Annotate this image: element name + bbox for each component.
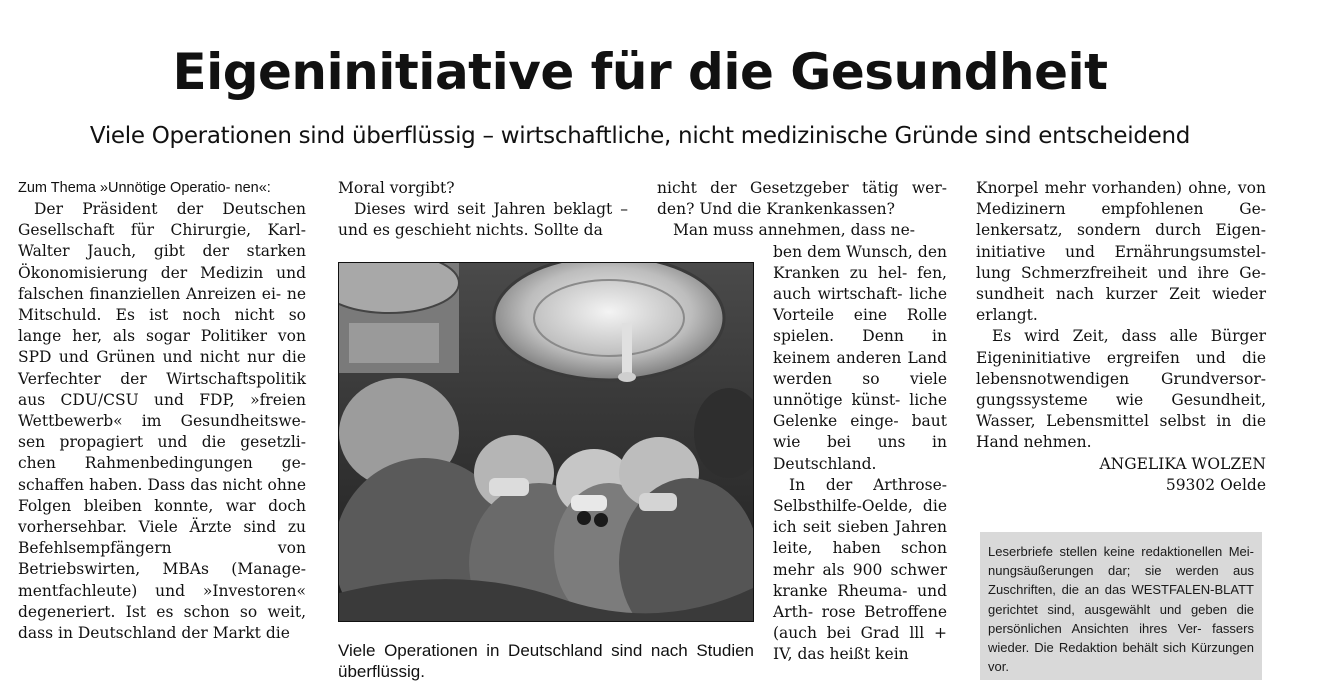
author-name: ANGELIKA WOLZEN [1099, 454, 1266, 473]
paragraph: ben dem Wunsch, den Kranken zu hel- fen, auch wirtschaft- liche Vorteile eine Rolle spielen. Denn in keinem anderen Land werden so viele unnötige künst- liche Gelenke einge- baut wie bei uns in Deutschland. [773, 242, 947, 473]
column-2 [338, 178, 628, 242]
column-1 [18, 178, 306, 644]
paragraph: Der Präsident der Deutschen Gesellschaft für Chirurgie, Karl-Walter Jauch, gibt der starken Ökonomisierung der Medizin und falschen finanziellen Anreizen ei- ne Mitschuld. Es ist noch nicht so lange her, als sogar Politiker von SPD und Grünen und nicht nur die Verfechter der Wirtschaftspolitik aus CDU/CSU und FDP, »freien Wettbewerb« im Gesundheitswe- sen propagiert und die gesetzli- chen Rahmenbedingungen ge- schaffen haben. Dass das nicht ohne Folgen bleiben konnte, war doch vorhersehbar. Viele Ärzte sind zu Befehlsempfängern von Betriebswirten, MBAs (Manage- mentfachleute) und »Investoren« degeneriert. Ist es schon so weit, dass in Deutschland der Markt die [18, 200, 306, 643]
editorial-notice: Leserbriefe stellen keine redaktionellen Mei- nungsäußerungen dar; sie werden aus Zuschriften, die an das WESTFALEN-BLATT gerichtet sind, ausgewählt und geben die persönlichen Ansichten ihres Ver- fassers wieder. Die Redaktion behält sich Kürzungen vor. [980, 532, 1262, 680]
topic-line: Zum Thema »Unnötige Operatio- nen«: [18, 180, 271, 196]
paragraph: Moral vorgibt? [338, 179, 455, 197]
column-3 [657, 178, 947, 666]
headline: Eigeninitiative für die Gesundheit [172, 43, 1108, 101]
column-4 [976, 178, 1266, 496]
photo-caption: Viele Operationen in Deutschland sind nach Studien überflüssig. [338, 641, 754, 681]
author-location: 59302 Oelde [1165, 475, 1266, 494]
paragraph: Knorpel mehr vorhanden) ohne, von Medizinern empfohlenen Ge- lenkersatz, sondern durch Eigen- initiative und Ernährungsumstel- lung Schmerzfreiheit und ihre Ge- sundheit nach kurzer Zeit wieder erlangt. [976, 179, 1266, 325]
narrow-text-block [773, 242, 947, 666]
paragraph: nicht der Gesetzgeber tätig wer- den? Und die Krankenkassen? [657, 179, 947, 219]
subheadline: Viele Operationen sind überflüssig – wirtschaftliche, nicht medizinische Gründe sind entscheidend [89, 123, 1191, 149]
paragraph: In der Arthrose-Selbsthilfe-Oelde, die ich seit sieben Jahren leite, haben schon mehr als 900 schwer kranke Rheuma- und Arth- rose Betroffene (auch bei Grad lll + IV, das heißt kein [773, 475, 947, 664]
paragraph: Dieses wird seit Jahren beklagt – und es geschieht nichts. Sollte da [338, 200, 628, 240]
paragraph: Es wird Zeit, dass alle Bürger Eigeninitiative ergreifen und die lebensnotwendigen Grundversor- gungssysteme wie Gesundheit, Wasser, Lebensmittel selbst in die Hand nehmen. [976, 327, 1266, 452]
paragraph: Man muss annehmen, dass ne- [673, 221, 915, 240]
